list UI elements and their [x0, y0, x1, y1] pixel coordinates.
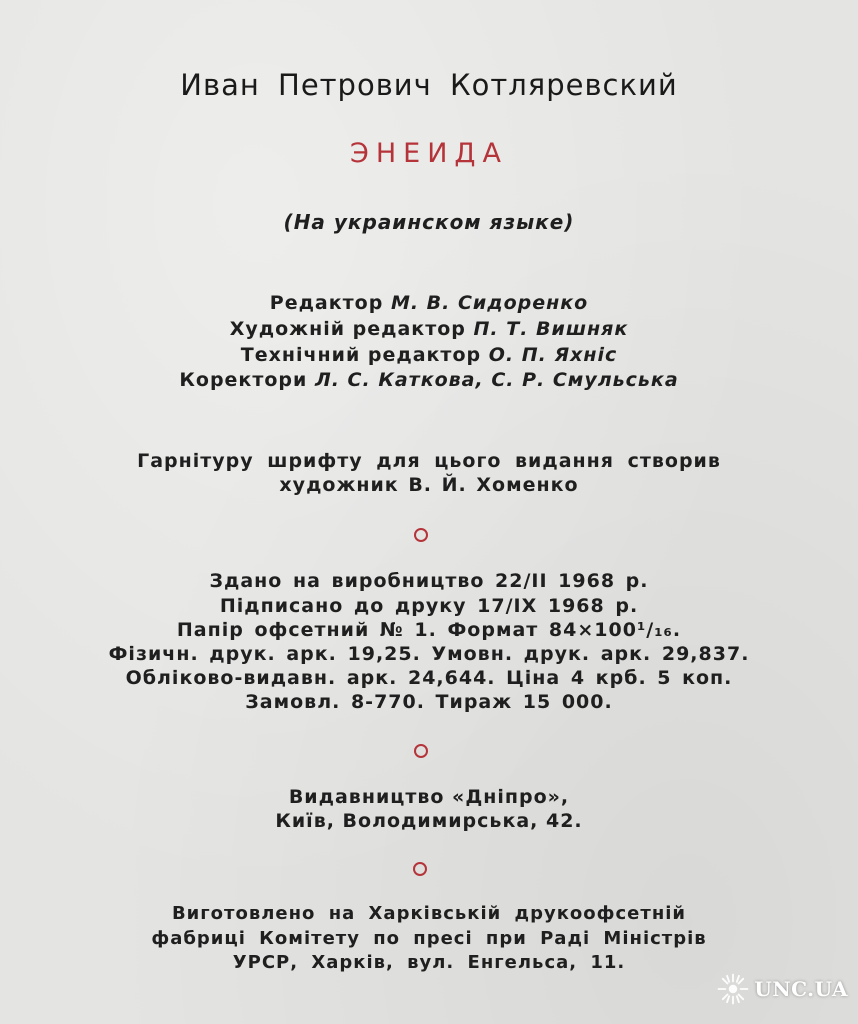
- sunburst-logo-icon: [716, 972, 750, 1006]
- circle-ornament-icon: [414, 528, 428, 542]
- printer-info-line: фабриці Комітету по пресі при Раді Міністрів: [151, 928, 707, 949]
- tech-info-line: Обліково-видавн. арк. 24,644. Ціна 4 крб. 5 коп.: [125, 667, 733, 689]
- credit-art-editor: [0, 318, 858, 340]
- circle-ornament-icon: [414, 744, 428, 758]
- publisher-address: Київ, Володимирська, 42.: [275, 810, 583, 832]
- font-credit-line-1: Гарнітуру шрифту для цього видання створив: [137, 450, 721, 472]
- printer-info-line: Виготовлено на Харківській друкоофсетній: [171, 903, 687, 924]
- tech-info-line: Підписано до друку 17/ІХ 1968 р.: [219, 595, 639, 617]
- circle-ornament-icon: [413, 862, 427, 876]
- tech-info-line: Замовл. 8-770. Тираж 15 000.: [245, 691, 613, 713]
- credit-person: Л. С. Каткова, С. Р. Смульська: [314, 369, 679, 391]
- credit-role: Коректори: [179, 369, 308, 391]
- tech-info-line: Папір офсетний № 1. Формат 84×100¹/₁₆.: [176, 619, 682, 641]
- credit-tech-editor: [0, 344, 858, 366]
- watermark-text: UNC.UA: [754, 977, 848, 1001]
- credit-role: Редактор: [269, 292, 384, 314]
- watermark: [716, 972, 848, 1006]
- language-note: (На украинском языке): [283, 210, 575, 234]
- credit-proofreaders: [0, 369, 858, 391]
- credit-person: О. П. Яхніс: [488, 344, 618, 366]
- author-name: Иван Петрович Котляревский: [180, 68, 678, 102]
- book-title: ЭНЕИДА: [350, 138, 508, 169]
- credit-role: Технічний редактор: [240, 344, 482, 366]
- credit-person: П. Т. Вишняк: [473, 318, 629, 340]
- font-credit-line-2: художник В. Й. Хоменко: [279, 474, 579, 496]
- printer-info-line: УРСР, Харків, вул. Енгельса, 11.: [232, 952, 626, 973]
- publisher-name: Видавництво «Дніпро»,: [288, 786, 570, 808]
- credit-person: М. В. Сидоренко: [390, 292, 589, 314]
- tech-info-line: Фізичн. друк. арк. 19,25. Умовн. друк. арк. 29,837.: [108, 643, 750, 665]
- tech-info-line: Здано на виробництво 22/ІІ 1968 р.: [209, 570, 649, 592]
- credit-editor: [0, 292, 858, 314]
- credit-role: Художній редактор: [229, 318, 466, 340]
